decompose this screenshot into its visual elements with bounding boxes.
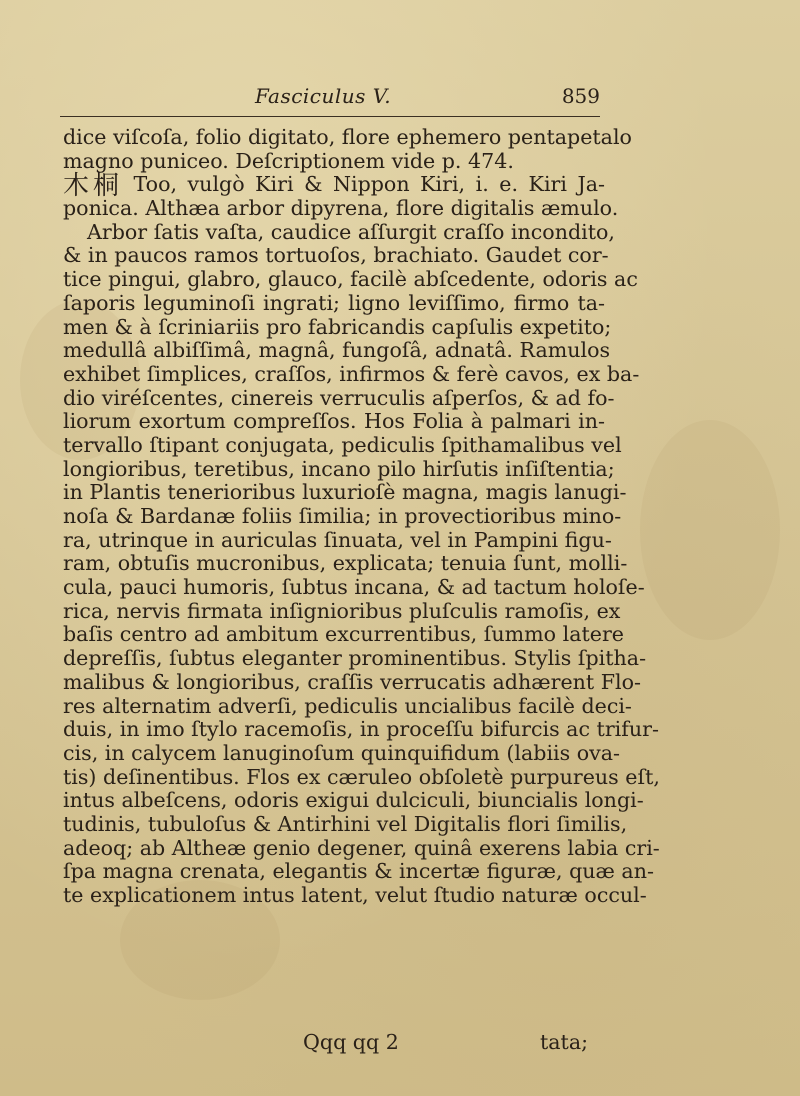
running-head: Fasciculus V.: [255, 84, 392, 108]
text-line: tudinis, tubuloſus & Antirhini vel Digitalis flori ſimilis,: [63, 811, 628, 836]
text-line: depreſſis, ſubtus eleganter prominentibus. Stylis ſpitha-: [63, 646, 647, 671]
text-line: ponica. Althæa arbor dipyrena, flore digitalis æmulo.: [63, 196, 619, 221]
text-line: tis) deſinentibus. Flos ex cæruleo obſoletè purpureus eſt,: [63, 764, 660, 789]
text-line: longioribus, teretibus, incano pilo hirſutis inſiſtentia;: [63, 456, 615, 481]
text-line: cis, in calycem lanuginoſum quinquifidum (labiis ova-: [63, 740, 621, 765]
text-line: malibus & longioribus, craſſis verrucatis adhærent Flo-: [63, 669, 641, 694]
text-line: magno puniceo. Deſcriptionem vide p. 474.: [63, 148, 514, 173]
text-line: te explicationem intus latent, velut ſtudio naturæ occul-: [63, 883, 647, 907]
text-line: intus albeſcens, odoris exigui dulciculi, biuncialis longi-: [63, 788, 644, 813]
paper-stain: [640, 420, 780, 640]
text-line: ra, utrinque in auriculas ſinuata, vel in Pampini figu-: [63, 527, 612, 552]
page-header: [60, 84, 600, 120]
header-rule: [60, 116, 600, 117]
text-line: ram, obtuſis mucronibus, explicata; tenuia ſunt, molli-: [63, 551, 628, 576]
text-line: rica, nervis firmata inſignioribus pluſculis ramoſis, ex: [63, 598, 621, 623]
entry-heading-text: Too, vulgò Kiri & Nippon Kiri, i. e. Kiri Ja-: [133, 172, 605, 197]
text-line: dice viſcoſa, folio digitato, flore ephemero pentapetalo: [63, 125, 632, 149]
body-text: [63, 125, 660, 908]
text-line: baſis centro ad ambitum excurrentibus, ſummo latere: [63, 622, 624, 647]
text-line: in Plantis tenerioribus luxurioſè magna, magis lanugi-: [63, 480, 627, 505]
text-line: exhibet ſimplices, craſſos, infirmos & ferè cavos, ex ba-: [63, 361, 640, 386]
text-line: ſpa magna crenata, elegantis & incertæ figuræ, quæ an-: [63, 859, 654, 884]
text-line: liorum exortum compreſſos. Hos Folia à palmari in-: [63, 409, 605, 434]
text-line: adeoq; ab Altheæ genio degener, quinâ exerens labia cri-: [63, 835, 660, 860]
text-line: cula, pauci humoris, ſubtus incana, & ad tactum holoſe-: [63, 575, 645, 600]
text-line: medullâ albiſſimâ, magnâ, fungoſâ, adnatâ. Ramulos: [63, 338, 611, 363]
text-line: tice pingui, glabro, glauco, facilè abſcedente, odoris ac: [63, 267, 638, 292]
text-line: tervallo ſtipant conjugata, pediculis ſpithamalibus vel: [63, 432, 622, 457]
entry-heading-line: [63, 171, 605, 202]
catchword: tata;: [540, 1030, 589, 1054]
text-line: men & à ſcriniariis pro fabricandis capſulis expetito;: [63, 314, 612, 339]
text-line: dio viréſcentes, cinereis verruculis aſperſos, & ad fo-: [63, 385, 615, 410]
text-line: ſaporis leguminoſi ingrati; ligno leviſſimo, firmo ta-: [63, 290, 605, 315]
kanji-glyph: 木桐: [63, 171, 123, 202]
text-line: & in paucos ramos tortuoſos, brachiato. Gaudet cor-: [63, 243, 609, 268]
text-line: noſa & Bardanæ foliis ſimilia; in provectioribus mino-: [63, 504, 622, 528]
text-line: Arbor ſatis vaſta, caudice aſſurgit craſſo incondito,: [87, 219, 615, 244]
text-line: res alternatim adverſi, pediculis uncialibus facilè deci-: [63, 693, 632, 718]
signature-mark: Qqq qq 2: [303, 1030, 399, 1054]
page-number: 859: [561, 84, 600, 108]
text-line: duis, in imo ſtylo racemoſis, in proceſſu bifurcis ac trifur-: [63, 717, 659, 742]
